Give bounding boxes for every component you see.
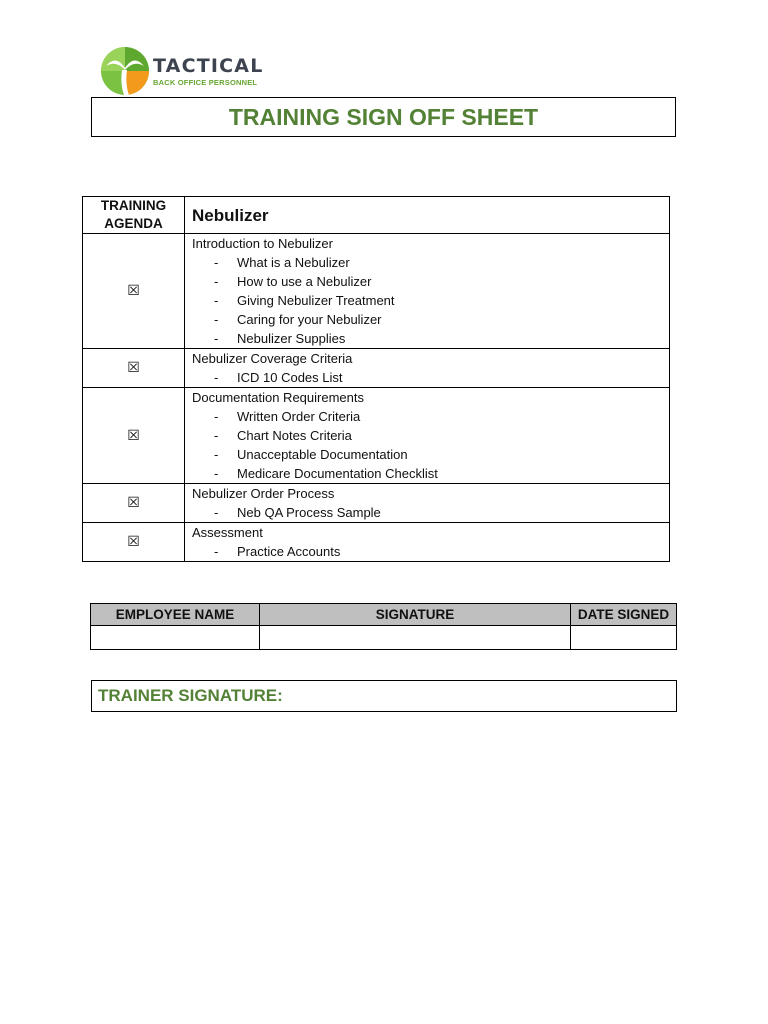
dash-bullet: - [214, 505, 219, 520]
dash-bullet: - [214, 428, 219, 443]
section-title: Nebulizer Coverage Criteria [192, 351, 353, 366]
agenda-checkbox-cell [83, 349, 185, 388]
agenda-row [83, 349, 670, 388]
section-item [192, 310, 669, 329]
checked-box-icon[interactable]: ☒ [127, 427, 140, 444]
section-title: Assessment [192, 525, 263, 540]
employee-name-field[interactable] [91, 626, 260, 650]
section-item-label: Chart Notes Criteria [237, 428, 352, 443]
agenda-checkbox-cell [83, 388, 185, 484]
section-item [192, 368, 669, 387]
agenda-row [83, 484, 670, 523]
agenda-checkbox-cell [83, 234, 185, 349]
agenda-content [185, 484, 670, 523]
logo-name: TACTICAL [153, 55, 264, 77]
dash-bullet: - [214, 331, 219, 346]
dash-bullet: - [214, 544, 219, 559]
agenda-header-label-line2: AGENDA [104, 216, 163, 231]
section-title: Documentation Requirements [192, 390, 364, 405]
agenda-content [185, 388, 670, 484]
dash-bullet: - [214, 466, 219, 481]
dash-bullet: - [214, 447, 219, 462]
trainer-signature-label: TRAINER SIGNATURE: [98, 686, 283, 705]
title-box [91, 97, 676, 137]
dash-bullet: - [214, 370, 219, 385]
logo-tagline: BACK OFFICE PERSONNEL [153, 78, 258, 87]
section-item [192, 253, 669, 272]
section-item [192, 445, 669, 464]
agenda-row [83, 523, 670, 562]
section-item [192, 407, 669, 426]
page-title: TRAINING SIGN OFF SHEET [228, 103, 539, 130]
section-item [192, 291, 669, 310]
dash-bullet: - [214, 293, 219, 308]
date-signed-header: DATE SIGNED [571, 604, 677, 626]
section-item [192, 464, 669, 483]
section-item-label: ICD 10 Codes List [237, 370, 343, 385]
section-item [192, 426, 669, 445]
agenda-table [82, 196, 670, 562]
section-item-label: Nebulizer Supplies [237, 331, 346, 346]
agenda-header-label-line1: TRAINING [100, 198, 167, 213]
agenda-checkbox-cell [83, 484, 185, 523]
dash-bullet: - [214, 274, 219, 289]
signature-header: SIGNATURE [260, 604, 571, 626]
date-signed-field[interactable] [571, 626, 677, 650]
section-item-label: Unacceptable Documentation [237, 447, 408, 462]
section-item-label: Practice Accounts [237, 544, 341, 559]
checked-box-icon[interactable]: ☒ [127, 495, 140, 511]
trainer-signature-box[interactable] [91, 680, 677, 712]
signoff-header-row [91, 604, 677, 626]
section-item-label: Written Order Criteria [237, 409, 361, 424]
section-item-label: Caring for your Nebulizer [237, 312, 382, 327]
dash-bullet: - [214, 255, 219, 270]
agenda-row [83, 234, 670, 349]
agenda-content [185, 349, 670, 388]
agenda-content [185, 234, 670, 349]
agenda-content [185, 523, 670, 562]
section-item [192, 542, 669, 561]
dash-bullet: - [214, 312, 219, 327]
section-item-label: Giving Nebulizer Treatment [237, 293, 395, 308]
company-logo [100, 46, 280, 98]
dash-bullet: - [214, 409, 219, 424]
section-item [192, 272, 669, 291]
agenda-row [83, 388, 670, 484]
checked-box-icon[interactable]: ☒ [127, 283, 140, 299]
section-item-label: How to use a Nebulizer [237, 274, 372, 289]
section-item-label: Neb QA Process Sample [237, 505, 381, 520]
agenda-header-row [83, 197, 670, 234]
section-item [192, 329, 669, 348]
agenda-header-label [83, 197, 185, 234]
checked-box-icon[interactable]: ☒ [127, 534, 140, 550]
section-item [192, 503, 669, 522]
section-item-label: Medicare Documentation Checklist [237, 466, 438, 481]
employee-signoff-table [90, 603, 677, 650]
employee-name-header: EMPLOYEE NAME [91, 604, 260, 626]
signoff-row [91, 626, 677, 650]
agenda-topic: Nebulizer [185, 197, 670, 234]
checked-box-icon[interactable]: ☒ [127, 360, 140, 376]
agenda-checkbox-cell [83, 523, 185, 562]
section-title: Introduction to Nebulizer [192, 236, 333, 251]
signature-field[interactable] [260, 626, 571, 650]
section-title: Nebulizer Order Process [192, 486, 335, 501]
section-item-label: What is a Nebulizer [237, 255, 350, 270]
palm-logo-icon [100, 46, 150, 96]
